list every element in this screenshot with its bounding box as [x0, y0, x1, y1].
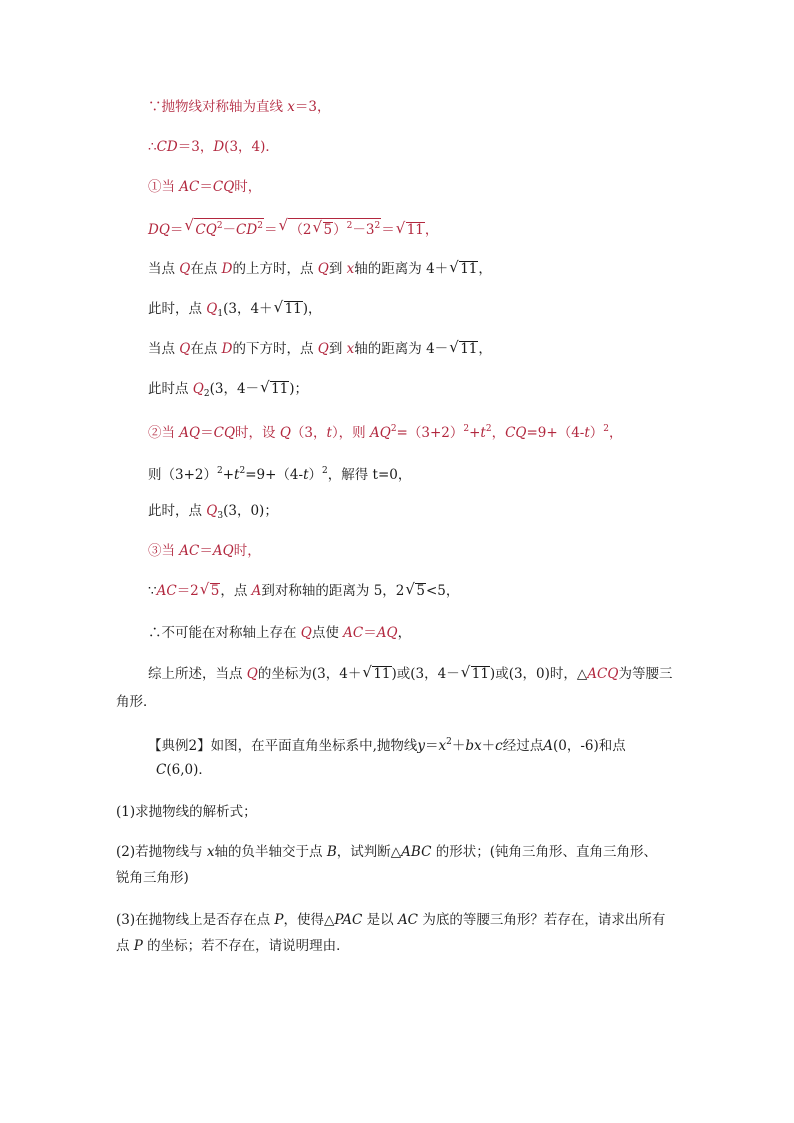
text: 11	[460, 261, 478, 277]
solution-line-11	[148, 502, 278, 525]
text: ＝2	[176, 583, 199, 599]
text: AC	[343, 625, 364, 641]
text: 11	[284, 301, 302, 317]
text: AC	[179, 179, 200, 195]
text: 5	[323, 222, 333, 238]
text: AC	[397, 912, 419, 928]
text: （2	[289, 222, 312, 238]
text: AQ	[179, 425, 201, 441]
text: (2)若抛物线与	[116, 844, 207, 860]
summary-line	[148, 665, 672, 683]
solution-line-5	[148, 260, 492, 278]
text: )；	[289, 381, 309, 397]
text: 5	[416, 583, 425, 599]
text: ，解得 t=0，	[327, 467, 412, 483]
text: 2	[485, 424, 492, 434]
text: =（3+2）	[396, 425, 464, 441]
text: y	[417, 738, 426, 754]
radical	[449, 340, 478, 358]
text: 点使	[311, 625, 344, 641]
text: ，点	[220, 583, 252, 599]
text: 为等腰三	[618, 666, 673, 682]
text: 2	[390, 424, 397, 434]
text: (3，4－	[209, 381, 260, 397]
text: (3，0)；	[223, 503, 278, 519]
text: x	[438, 738, 447, 754]
text: CD	[156, 139, 178, 155]
text: 2	[257, 221, 263, 231]
radical	[461, 665, 490, 683]
text: 2	[463, 424, 470, 434]
text: DQ	[148, 222, 170, 238]
text: ）	[333, 222, 347, 238]
text: +	[222, 467, 235, 483]
text: AC	[179, 543, 200, 559]
text: ＝	[200, 425, 214, 441]
text: t	[303, 467, 309, 483]
radical	[278, 218, 381, 239]
text: ＝	[381, 222, 395, 238]
text: (3，4)．	[224, 139, 279, 155]
text: 11	[373, 666, 391, 682]
text: 锐角三角形)	[116, 870, 189, 886]
text: P	[274, 912, 284, 928]
text: 时，设	[235, 425, 280, 441]
text: P	[133, 938, 143, 954]
text: 当点	[148, 341, 180, 357]
text: D	[221, 261, 233, 277]
text: Q	[279, 425, 291, 441]
text: x	[346, 261, 355, 277]
text: D	[213, 139, 225, 155]
solution-line-14	[148, 624, 411, 642]
text: 轴的距离为 4＋	[354, 261, 449, 277]
text: 在点	[190, 341, 222, 357]
text: 的坐标为(3，4＋	[257, 666, 362, 682]
radical	[274, 300, 303, 318]
text: bx	[465, 738, 482, 754]
text: 3	[217, 511, 224, 521]
text: t	[584, 425, 590, 441]
text: 在点	[190, 261, 222, 277]
text: 到	[328, 341, 347, 357]
text: 2	[603, 424, 610, 434]
solution-line-9	[148, 420, 623, 442]
text: 11	[406, 222, 424, 238]
text: 角形．	[116, 694, 157, 710]
text: （3，	[290, 425, 327, 441]
radical	[260, 380, 289, 398]
text: 2	[203, 389, 210, 399]
text: 11	[471, 666, 489, 682]
text: )或(3，4－	[391, 666, 460, 682]
text: 轴的距离为 4－	[354, 341, 449, 357]
solution-line-7	[148, 340, 492, 358]
text: 到	[328, 261, 347, 277]
text: AQ	[376, 625, 398, 641]
text: 到对称轴的距离为 5，2	[261, 583, 405, 599]
text: 时，	[234, 179, 262, 195]
text: ，	[478, 261, 492, 277]
text: (1)求抛物线的解析式；	[116, 804, 257, 820]
text: B	[326, 844, 337, 860]
text: 为底的等腰三角形？若存在，请求出所有	[418, 912, 666, 928]
question-3-cont	[116, 937, 350, 955]
text: 2	[374, 221, 381, 231]
text: Q	[317, 261, 329, 277]
question-3	[116, 911, 665, 929]
text: 【典例2】如图，在平面直角坐标系中,抛物线	[148, 738, 418, 754]
text: 11	[460, 341, 478, 357]
solution-line-4	[148, 218, 438, 239]
text: C	[156, 762, 167, 778]
text: AQ	[212, 543, 234, 559]
text: 经过点	[502, 738, 544, 754]
text: 2	[322, 466, 328, 476]
text: ，	[397, 625, 412, 641]
text: t	[234, 467, 240, 483]
text: Q	[179, 341, 191, 357]
question-2-cont	[116, 869, 189, 887]
solution-line-13	[148, 582, 459, 600]
text: ＝	[199, 179, 213, 195]
text: ∵	[148, 583, 157, 599]
text: ＝	[199, 543, 213, 559]
example-2-heading-cont	[156, 761, 212, 779]
text: (6,0)．	[166, 762, 212, 778]
radical	[200, 582, 221, 600]
text: ③当	[148, 543, 180, 559]
text: <5，	[426, 583, 460, 599]
text: +	[469, 425, 481, 441]
text: ＝3，	[294, 99, 331, 115]
solution-line-10	[148, 462, 411, 484]
text: ＝	[363, 625, 377, 641]
text: 点	[116, 938, 134, 954]
text: 此时，点	[148, 503, 207, 519]
text: ）	[308, 467, 323, 483]
text: －	[222, 222, 237, 238]
text: －3	[352, 222, 375, 238]
text: 综上所述，当点	[148, 666, 247, 682]
text: PAC	[334, 912, 363, 928]
text: ACQ	[587, 666, 619, 682]
text: ，	[491, 425, 506, 441]
text: )，	[302, 301, 322, 317]
text: 当点	[148, 261, 180, 277]
text: D	[221, 341, 233, 357]
text: ∴不可能在对称轴上存在	[148, 625, 301, 641]
text: ＋	[481, 738, 496, 754]
solution-line-2	[148, 138, 279, 156]
radical	[313, 222, 334, 238]
text: c	[495, 738, 503, 754]
text: =9+（4-	[245, 467, 304, 483]
example-2-heading	[148, 733, 626, 755]
text: 1	[217, 309, 224, 319]
text: ，	[609, 425, 623, 441]
text: ），则	[331, 425, 370, 441]
text: Q	[317, 341, 329, 357]
text: ＝	[425, 738, 439, 754]
text: 此时，点	[148, 301, 207, 317]
text: =9+（4-	[526, 425, 585, 441]
text: Q	[192, 381, 204, 397]
text: Q	[246, 666, 258, 682]
text: 此时点	[148, 381, 193, 397]
text: 则（3+2）	[148, 467, 217, 483]
radical	[449, 260, 478, 278]
text: ABC	[401, 844, 432, 860]
text: Q	[179, 261, 191, 277]
text: 是以	[362, 912, 398, 928]
text: AC	[156, 583, 177, 599]
text: t	[480, 425, 486, 441]
text: Q	[300, 625, 312, 641]
text: CQ	[505, 425, 527, 441]
text: (3，4＋	[223, 301, 273, 317]
solution-line-1	[148, 98, 331, 116]
text: 的上方时，点	[232, 261, 318, 277]
text: CQ	[195, 222, 217, 238]
text: 时，	[233, 543, 261, 559]
text: ，使得△	[283, 912, 335, 928]
text: ＝3，	[177, 139, 214, 155]
text: Q	[206, 503, 218, 519]
text: 2	[216, 221, 223, 231]
radical	[184, 218, 264, 239]
solution-line-6	[148, 300, 322, 323]
question-2	[116, 843, 657, 861]
text: 的形状；(钝角三角形、直角三角形、	[431, 844, 657, 860]
text: 5	[210, 583, 220, 599]
text: CQ	[212, 179, 235, 195]
text: 2	[239, 466, 246, 476]
text: x	[346, 341, 355, 357]
text: CQ	[213, 425, 236, 441]
radical	[362, 665, 391, 683]
text: ，	[424, 222, 439, 238]
text: 2	[217, 466, 223, 476]
text: ∴	[148, 139, 157, 155]
text: ∵抛物线对称轴为直线	[148, 99, 288, 115]
text: Q	[206, 301, 218, 317]
text: A	[543, 738, 553, 754]
text: AQ	[369, 425, 391, 441]
text: 的坐标；若不存在，请说明理由．	[142, 938, 350, 954]
solution-line-12	[148, 542, 261, 560]
text: A	[251, 583, 262, 599]
solution-line-3	[148, 178, 261, 196]
text: ，试判断△	[336, 844, 402, 860]
text: )或(3，0)时，△	[489, 666, 588, 682]
text: 2	[446, 737, 452, 747]
radical	[396, 221, 425, 239]
text: 的下方时，点	[232, 341, 318, 357]
text: x	[287, 99, 295, 115]
text: t	[326, 425, 332, 441]
text: ）	[589, 425, 604, 441]
text: ①当	[148, 179, 180, 195]
text: ＝	[263, 222, 278, 238]
text: x	[206, 844, 215, 860]
text: 11	[271, 381, 289, 397]
text: ，	[478, 341, 492, 357]
radical	[405, 582, 426, 600]
question-1	[116, 803, 257, 821]
text: (0，-6)和点	[552, 738, 626, 754]
text: (3)在抛物线上是否存在点	[116, 912, 275, 928]
solution-line-8	[148, 380, 308, 403]
text: 轴的负半轴交于点	[214, 844, 327, 860]
text: ＋	[451, 738, 466, 754]
text: CD	[236, 222, 258, 238]
text: ②当	[148, 425, 180, 441]
summary-line-cont	[116, 693, 157, 711]
text: 2	[346, 221, 353, 231]
text: ＝	[169, 222, 184, 238]
